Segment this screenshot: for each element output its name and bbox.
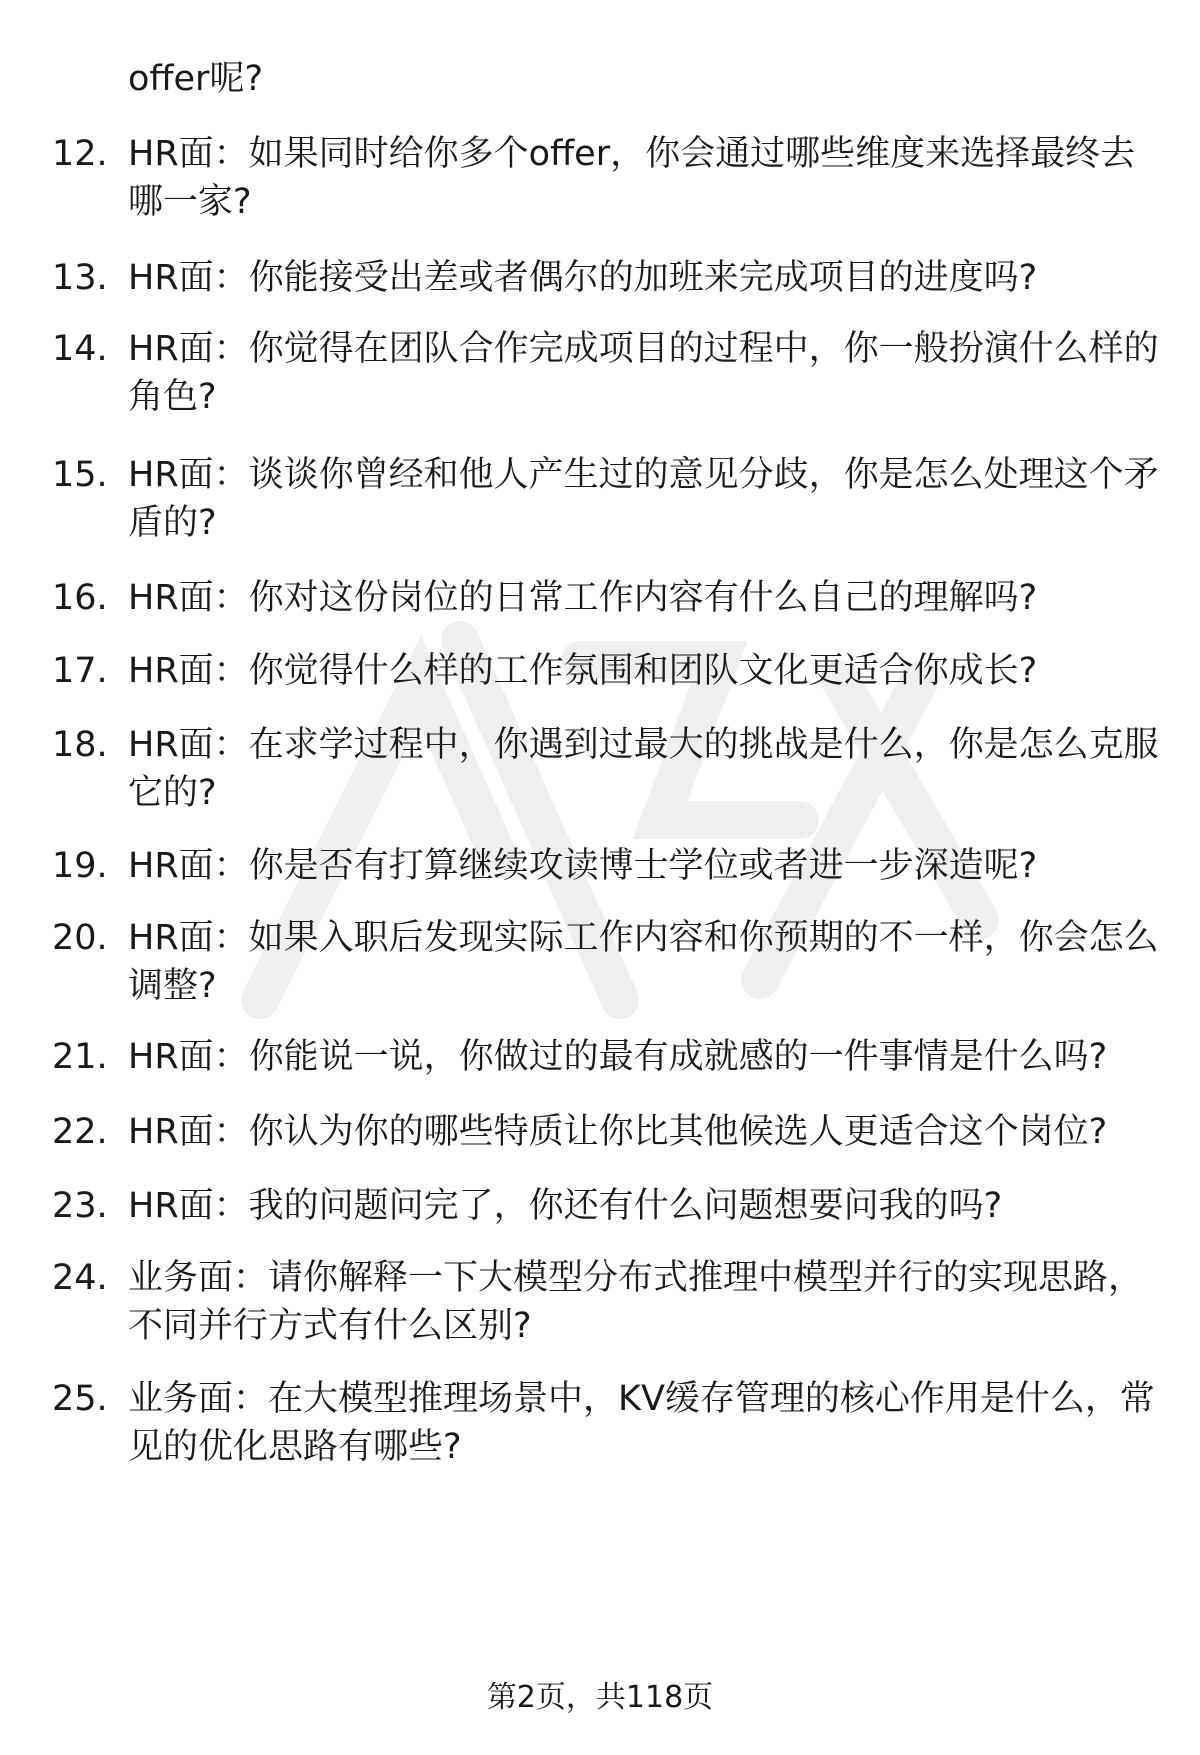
list-item-text: HR面：在求学过程中，你遇到过最大的挑战是什么，你是怎么克服它的?: [128, 725, 1159, 813]
list-item-text: HR面：你觉得在团队合作完成项目的过程中，你一般扮演什么样的角色?: [128, 329, 1159, 417]
list-item-text: 业务面：在大模型推理场景中，KV缓存管理的核心作用是什么，常见的优化思路有哪些?: [128, 1379, 1155, 1467]
list-item: [0, 574, 1200, 622]
list-item-number: 16.: [52, 578, 108, 618]
list-item-number: 15.: [52, 455, 108, 495]
list-item: [0, 1375, 1200, 1471]
list-item: [0, 1182, 1200, 1230]
list-item-number: 24.: [52, 1258, 108, 1298]
list-item-number: 13.: [52, 258, 108, 298]
list-item-text: 业务面：请你解释一下大模型分布式推理中模型并行的实现思路，不同并行方式有什么区别?: [128, 1258, 1144, 1346]
list-item: [0, 130, 1200, 226]
list-item-text: HR面：你能说一说，你做过的最有成就感的一件事情是什么吗?: [128, 1037, 1108, 1077]
list-item-text: HR面：我的问题问完了，你还有什么问题想要问我的吗?: [128, 1186, 1003, 1226]
list-item-number: 18.: [52, 725, 108, 765]
list-item-text: HR面：你是否有打算继续攻读博士学位或者进一步深造呢?: [128, 846, 1038, 886]
list-item-text: HR面：如果同时给你多个offer，你会通过哪些维度来选择最终去哪一家?: [128, 134, 1136, 222]
list-item: [0, 842, 1200, 890]
list-item: [0, 721, 1200, 817]
continued-text: offer呢?: [128, 59, 264, 99]
list-item: [0, 325, 1200, 421]
list-item: [0, 451, 1200, 547]
list-item: [0, 914, 1200, 1010]
list-item-number: 14.: [52, 329, 108, 369]
list-item-number: 25.: [52, 1379, 108, 1419]
list-item-text: HR面：你对这份岗位的日常工作内容有什么自己的理解吗?: [128, 578, 1038, 618]
list-item-number: 22.: [52, 1112, 108, 1152]
list-item-number: 12.: [52, 134, 108, 174]
list-item-text: HR面：你能接受出差或者偶尔的加班来完成项目的进度吗?: [128, 258, 1038, 298]
list-item-text: HR面：你觉得什么样的工作氛围和团队文化更适合你成长?: [128, 651, 1038, 691]
page-number-footer: 第2页，共118页: [486, 1680, 714, 1715]
list-item-text: HR面：谈谈你曾经和他人产生过的意见分歧，你是怎么处理这个矛盾的?: [128, 455, 1159, 543]
list-item: [0, 1033, 1200, 1081]
list-item: [0, 647, 1200, 695]
list-item-number: 21.: [52, 1037, 108, 1077]
list-item-text: HR面：如果入职后发现实际工作内容和你预期的不一样，你会怎么调整?: [128, 918, 1159, 1006]
list-item: [0, 254, 1200, 302]
list-item-number: 19.: [52, 846, 108, 886]
list-item-number: 17.: [52, 651, 108, 691]
list-item-number: 20.: [52, 918, 108, 958]
list-item: [0, 1108, 1200, 1156]
list-item: [0, 1254, 1200, 1350]
list-item-number: 23.: [52, 1186, 108, 1226]
list-item-text: HR面：你认为你的哪些特质让你比其他候选人更适合这个岗位?: [128, 1112, 1108, 1152]
